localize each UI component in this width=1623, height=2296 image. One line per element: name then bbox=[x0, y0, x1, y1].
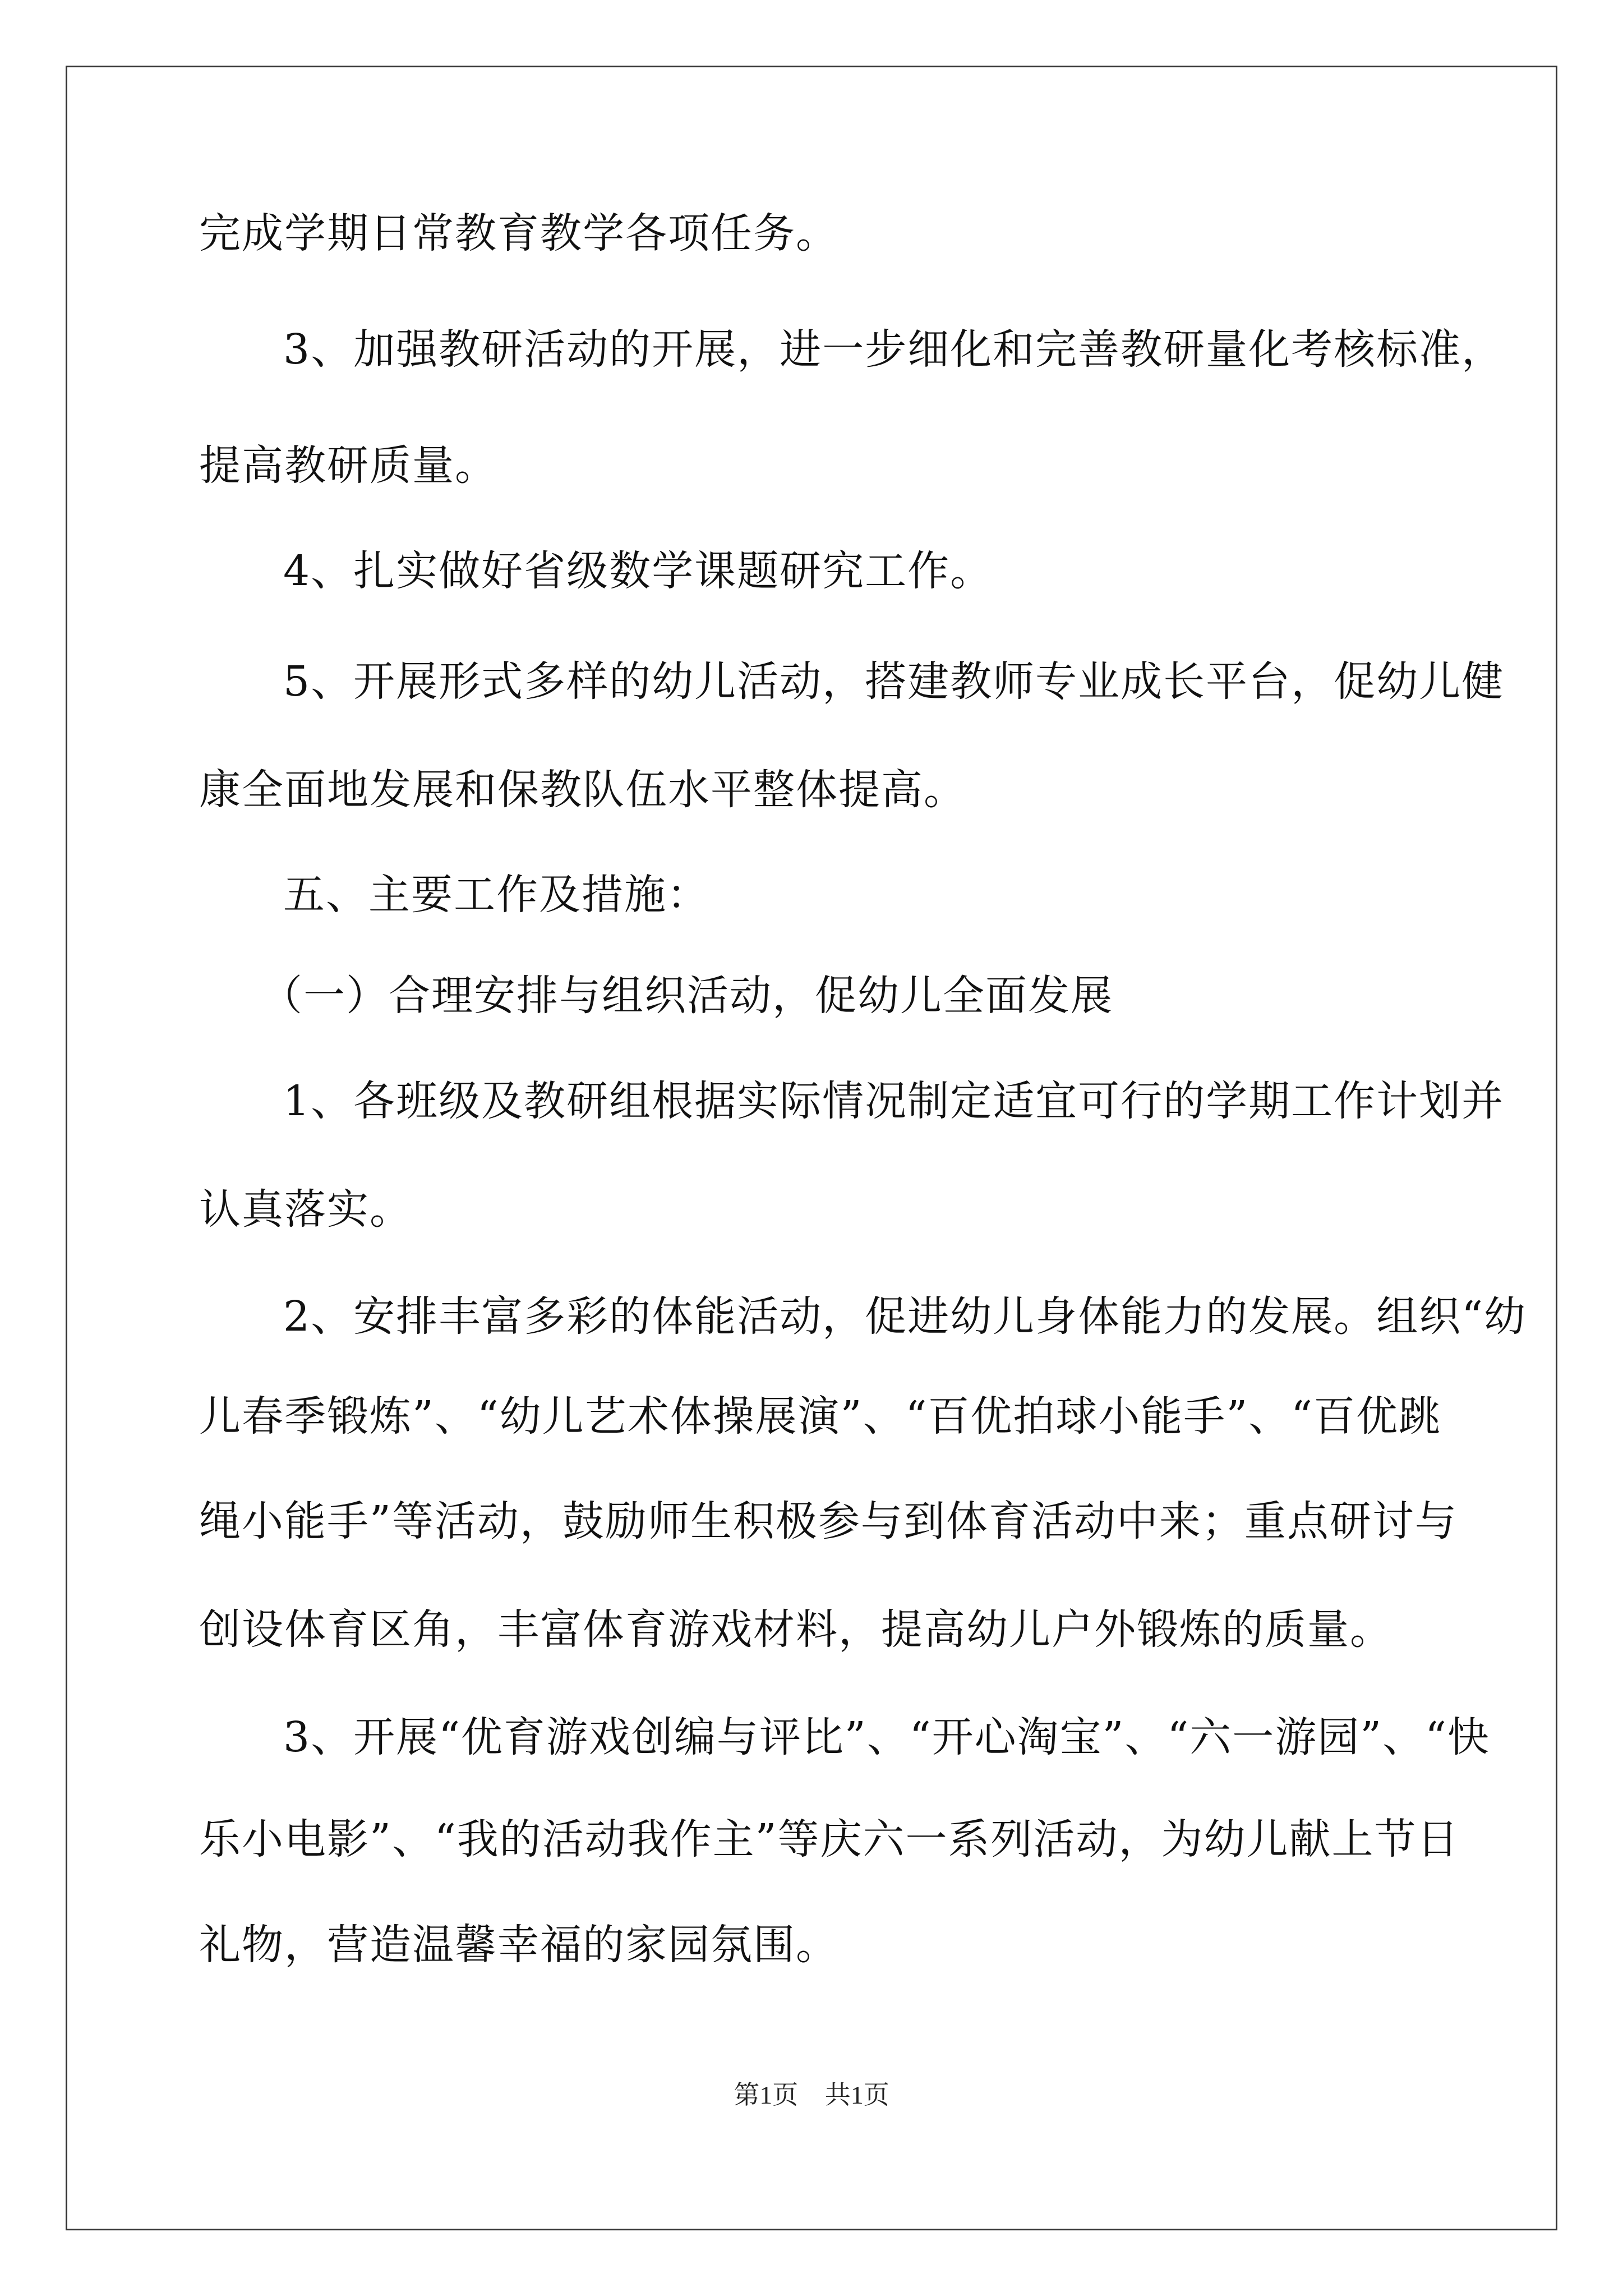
text-line: 完成学期日常教育教学各项任务。 bbox=[199, 209, 838, 257]
text-line: 绳小能手”等活动，鼓励师生积极参与到体育活动中来；重点研讨与 bbox=[199, 1497, 1458, 1545]
text-line: 3、开展“优育游戏创编与评比”、“开心淘宝”、“六一游园”、“快 bbox=[283, 1713, 1490, 1761]
text-line: 1、各班级及教研组根据实际情况制定适宜可行的学期工作计划并 bbox=[283, 1077, 1505, 1125]
section-heading: 五、主要工作及措施： bbox=[283, 871, 709, 919]
text-line: 2、安排丰富多彩的体能活动，促进幼儿身体能力的发展。组织“幼 bbox=[283, 1292, 1527, 1341]
text-line: 3、加强教研活动的开展，进一步细化和完善教研量化考核标准， bbox=[283, 325, 1505, 374]
text-line: 认真落实。 bbox=[199, 1185, 412, 1234]
text-line: 儿春季锻炼”、“幼儿艺术体操展演”、“百优拍球小能手”、“百优跳 bbox=[199, 1392, 1441, 1441]
text-line: 5、开展形式多样的幼儿活动，搭建教师专业成长平台，促幼儿健 bbox=[283, 657, 1505, 706]
text-line: 4、扎实做好省级数学课题研究工作。 bbox=[283, 547, 993, 595]
text-line: 提高教研质量。 bbox=[199, 441, 497, 490]
page-number: 第1页 bbox=[734, 2081, 799, 2109]
text-line: 礼物，营造温馨幸福的家园氛围。 bbox=[199, 1921, 838, 1969]
text-line: 创设体育区角，丰富体育游戏材料，提高幼儿户外锻炼的质量。 bbox=[199, 1605, 1393, 1654]
text-line: 康全面地发展和保教队伍水平整体提高。 bbox=[199, 766, 966, 814]
subsection-heading: （一）合理安排与组织活动，促幼儿全面发展 bbox=[261, 972, 1113, 1020]
text-line: 乐小电影”、“我的活动我作主”等庆六一系列活动，为幼儿献上节日 bbox=[199, 1815, 1460, 1864]
page-footer bbox=[0, 2078, 1623, 2112]
page-total: 共1页 bbox=[824, 2081, 889, 2109]
page-border bbox=[66, 66, 1557, 2230]
